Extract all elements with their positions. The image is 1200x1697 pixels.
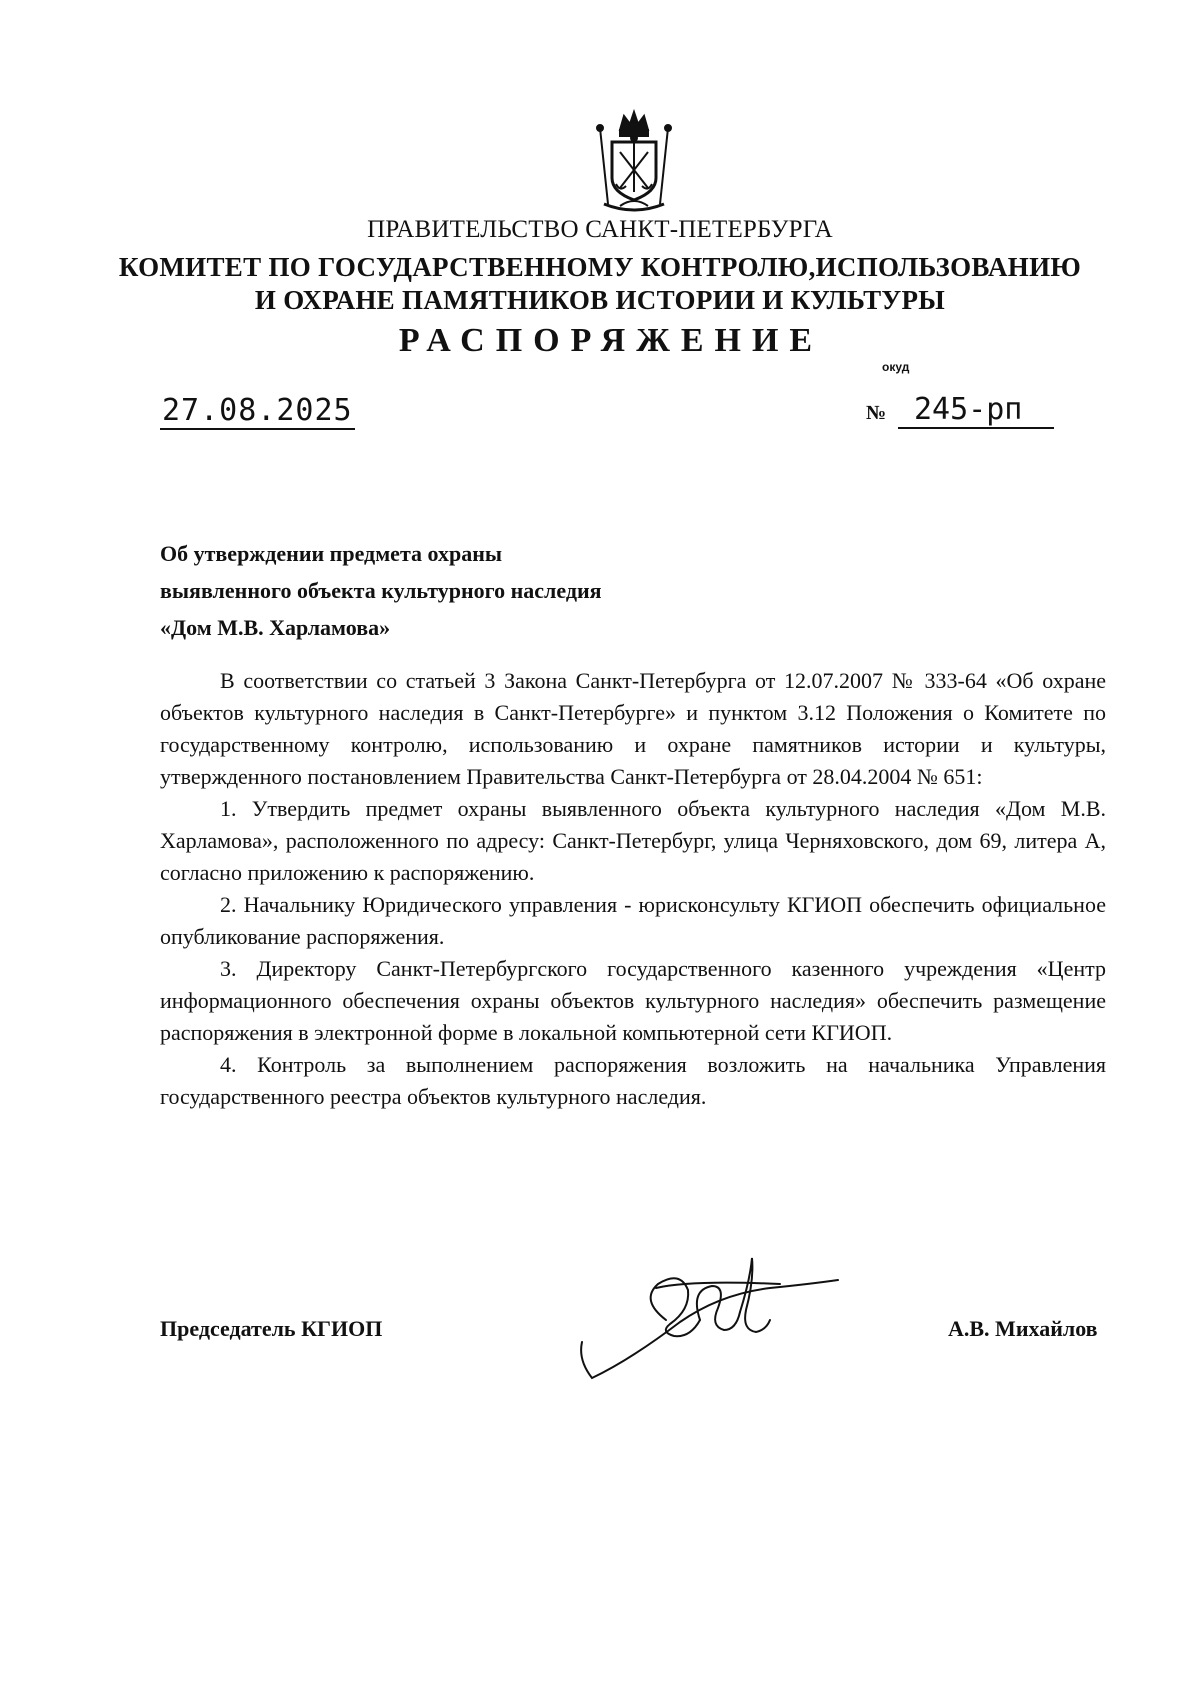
order-item: 1. Утвердить предмет охраны выявленного объекта культурного наследия «Дом М.В. Харламова», расположенного по адресу: Санкт-Петербург, улица Черняховского, дом 69, литера А, согласно приложению к распоряжению. <box>160 796 1106 885</box>
government-name: ПРАВИТЕЛЬСТВО САНКТ-ПЕТЕРБУРГА <box>367 216 833 243</box>
okud-label: окуд <box>882 360 910 374</box>
document-type-title: РАСПОРЯЖЕНИЕ <box>398 322 824 359</box>
order-item: 4. Контроль за выполнением распоряжения возложить на начальника Управления государственного реестра объектов культурного наследия. <box>160 1052 1106 1109</box>
handwritten-signature-icon <box>570 1250 860 1385</box>
document-body <box>160 665 1106 1113</box>
order-item: 3. Директору Санкт-Петербургского государственного казенного учреждения «Центр информационного обеспечения охраны объектов культурного наследия» обеспечить размещение распоряжения в электронной форме в локальной компьютерной сети КГИОП. <box>160 956 1106 1045</box>
document-number: 245-рп <box>898 393 1054 429</box>
signatory-title: Председатель КГИОП <box>160 1316 383 1341</box>
committee-name-line1: КОМИТЕТ ПО ГОСУДАРСТВЕННОМУ КОНТРОЛЮ,ИСПОЛЬЗОВАНИЮ <box>118 252 1082 282</box>
coat-of-arms-icon <box>590 108 678 216</box>
document-date: 27.08.2025 <box>162 393 353 428</box>
committee-name-line2: И ОХРАНЕ ПАМЯТНИКОВ ИСТОРИИ И КУЛЬТУРЫ <box>254 285 946 315</box>
subject-line: Об утверждении предмета охраны <box>160 541 503 566</box>
signatory-name: А.В. Михайлов <box>948 1316 1098 1341</box>
preamble-paragraph: В соответствии со статьей 3 Закона Санкт-Петербурга от 12.07.2007 № 333-64 «Об охране объектов культурного наследия в Санкт-Петербурге» и пунктом 3.12 Положения о Комитете по государственному контролю, использованию и охране памятников истории и культуры, утвержденного постановлением Правительства Санкт-Петербурга от 28.04.2004 № 651: <box>160 668 1106 789</box>
subject-line: «Дом М.В. Харламова» <box>160 615 391 640</box>
document-subject <box>160 535 602 646</box>
order-item: 2. Начальнику Юридического управления - юрисконсульту КГИОП обеспечить официальное опубликование распоряжения. <box>160 892 1106 949</box>
subject-line: выявленного объекта культурного наследия <box>160 578 602 603</box>
number-sign: № <box>866 402 887 424</box>
